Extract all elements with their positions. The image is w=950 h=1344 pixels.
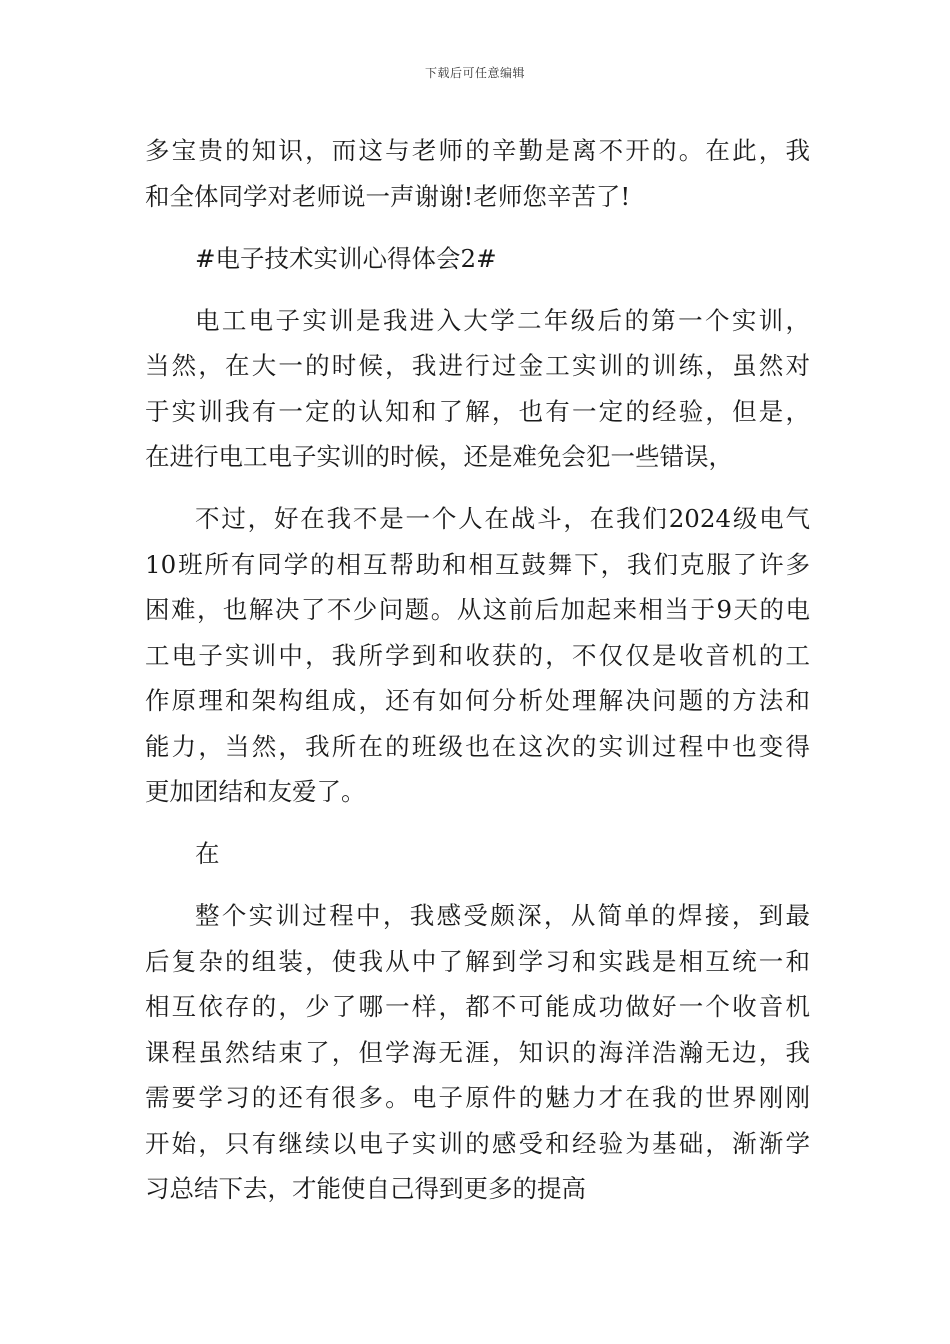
- heading-line: #电子技术实训心得体会2#: [195, 243, 497, 273]
- text-line: 更加团结和友爱了。: [145, 777, 366, 806]
- text-line: 多宝贵的知识，而这与老师的辛勤是离不开的。在此，我: [145, 136, 810, 165]
- text-line: 电工电子实训是我进入大学二年级后的第一个实训，: [195, 305, 810, 335]
- text-line: 相互依存的，少了哪一样，都不可能成功做好一个收音机: [145, 992, 810, 1021]
- text-line: 在: [195, 839, 220, 868]
- text-line: 开始，只有继续以电子实训的感受和经验为基础，渐渐学: [145, 1128, 810, 1158]
- paragraph-continuation: [145, 128, 810, 219]
- paragraph: [145, 496, 810, 815]
- text-line: 10班所有同学的相互帮助和相互鼓舞下，我们克服了许多: [145, 549, 810, 579]
- paragraph: [145, 298, 810, 480]
- text-line: 需要学习的还有很多。电子原件的魅力才在我的世界刚刚: [145, 1083, 810, 1112]
- text-line: 当然，在大一的时候，我进行过金工实训的训练，虽然对: [145, 351, 810, 380]
- text-line: 能力，当然，我所在的班级也在这次的实训过程中也变得: [145, 731, 810, 761]
- paragraph: [145, 893, 810, 1212]
- text-line: 工电子实训中，我所学到和收获的，不仅仅是收音机的工: [145, 640, 810, 670]
- section-heading: [145, 236, 810, 282]
- text-line: 作原理和架构组成，还有如何分析处理解决问题的方法和: [145, 686, 810, 715]
- text-line: 困难，也解决了不少问题。从这前后加起来相当于9天的电: [145, 595, 810, 624]
- text-line: 整个实训过程中，我感受颇深，从简单的焊接，到最: [195, 901, 810, 930]
- text-line: 后复杂的组装，使我从中了解到学习和实践是相互统一和: [145, 946, 810, 976]
- text-line: 于实训我有一定的认知和了解，也有一定的经验，但是，: [145, 396, 810, 426]
- download-note: 下载后可任意编辑: [424, 66, 525, 80]
- document-body: [145, 128, 810, 1212]
- paragraph: [145, 831, 810, 877]
- text-line: 在进行电工电子实训的时候，还是难免会犯一些错误，: [145, 442, 733, 471]
- text-line: 习总结下去，才能使自己得到更多的提高: [145, 1174, 586, 1203]
- text-line: 不过，好在我不是一个人在战斗，在我们2024级电气: [195, 504, 810, 533]
- text-line: 课程虽然结束了，但学海无涯，知识的海洋浩瀚无边，我: [145, 1037, 810, 1067]
- text-line: 和全体同学对老师说一声谢谢!老师您辛苦了!: [145, 181, 631, 211]
